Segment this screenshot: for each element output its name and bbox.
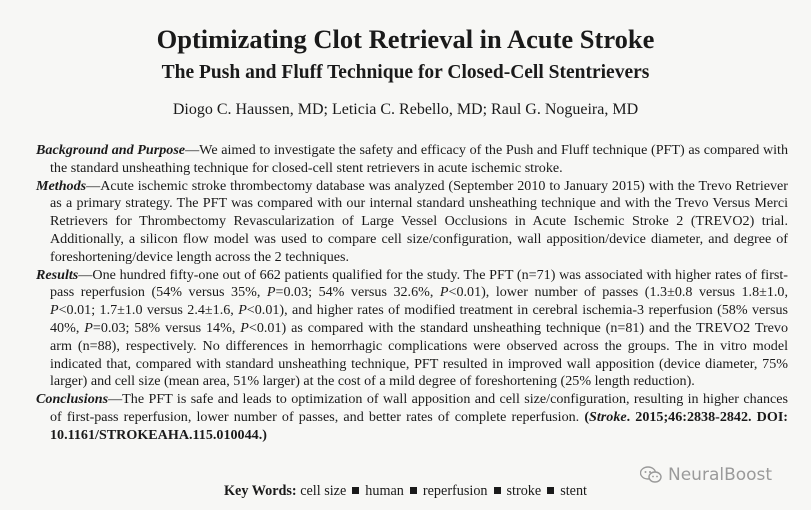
background-text: —We aimed to investigate the safety and efficacy of the Push and Fluff technique (PFT) as compared with the standard unsheathing technique for closed-cell stent retrievers in acute ischemic stroke. [50, 142, 788, 176]
watermark-text: NeuralBoost [668, 465, 773, 485]
keyword: stent [560, 483, 587, 499]
keyword: reperfusion [422, 483, 488, 499]
background-heading: Background and Purpose [36, 142, 186, 158]
keyword: cell size [300, 483, 347, 499]
citation: (Stroke. 2015;46:2838-2842. DOI: 10.1161/STROKEAHA.115.010044.) [50, 408, 788, 443]
results-text: —One hundred fifty-one out of 662 patients qualified for the study. The PFT (n=71) was associated with higher rates of first-pass reperfusion (54% versus 35%, P=0.03; 54% versus 32.6%, P<0.01), lower number of passes (1.3±0.8 versus 1.8±1.0, P<0.01; 1.7±1.0 versus 2.4±1.6, P<0.01), and higher rates of modified treatment in cerebral ischemia-3 reperfusion (58% versus 40%, P=0.03; 58% versus 14%, P<0.01) as compared with the standard unsheathing technique (n=81) and the TREVO2 Trevo arm (n=88), respectively. No differences in hemorrhagic complications were observed across the groups. The in vitro model indicated that, compared with standard unsheathing technique, PFT resulted in improved wall apposition (device diameter, 75% larger) and cell size (mean area, 51% larger) at the cost of a mild degree of foreshortening (25% length reduction). [50, 266, 789, 390]
author-list: Diogo C. Haussen, MD; Leticia C. Rebello, MD; Raul G. Nogueira, MD [172, 101, 639, 118]
abstract-background [36, 142, 788, 178]
abstract-methods [36, 178, 788, 267]
keywords [0, 481, 811, 501]
abstract-conclusions [36, 391, 788, 444]
conclusions-heading: Conclusions [36, 391, 109, 408]
keyword: stroke [506, 483, 542, 499]
methods-text: —Acute ischemic stroke thrombectomy database was analyzed (September 2010 to January 2015) with the Trevo Retriever as a primary strategy. The PFT was compared with our internal standard unsheathing technique and with the Trevo Versus Merci Retrievers for Thrombectomy Revascularization of Large Vessel Occlusions in Acute Ischemic Stroke 2 (TREVO2) trial. Additionally, a silicon flow model was used to compare cell size/configuration, wall apposition/device diameter, and degree of foreshortening/device length across the 2 techniques. [50, 177, 788, 265]
keywords-label: Key Words: [223, 483, 297, 499]
paper-title: Optimizating Clot Retrieval in Acute Stroke [156, 24, 655, 54]
abstract-results [36, 267, 788, 392]
bullet-square-icon [547, 487, 554, 494]
paper-subtitle: The Push and Fluff Technique for Closed-Cell Stentrievers [161, 62, 650, 83]
conclusions-text: —The PFT is safe and leads to optimization of wall apposition and cell size/configuration, resulting in higher chances of first-pass reperfusion, lower number of passes, and better rates of complete reperfusion. [50, 391, 788, 425]
keyword: human [365, 483, 404, 499]
bullet-square-icon [352, 487, 359, 494]
bullet-square-icon [494, 487, 501, 494]
bullet-square-icon [410, 487, 417, 494]
abstract [36, 142, 788, 445]
methods-heading: Methods [36, 177, 87, 194]
results-heading: Results [36, 266, 79, 283]
